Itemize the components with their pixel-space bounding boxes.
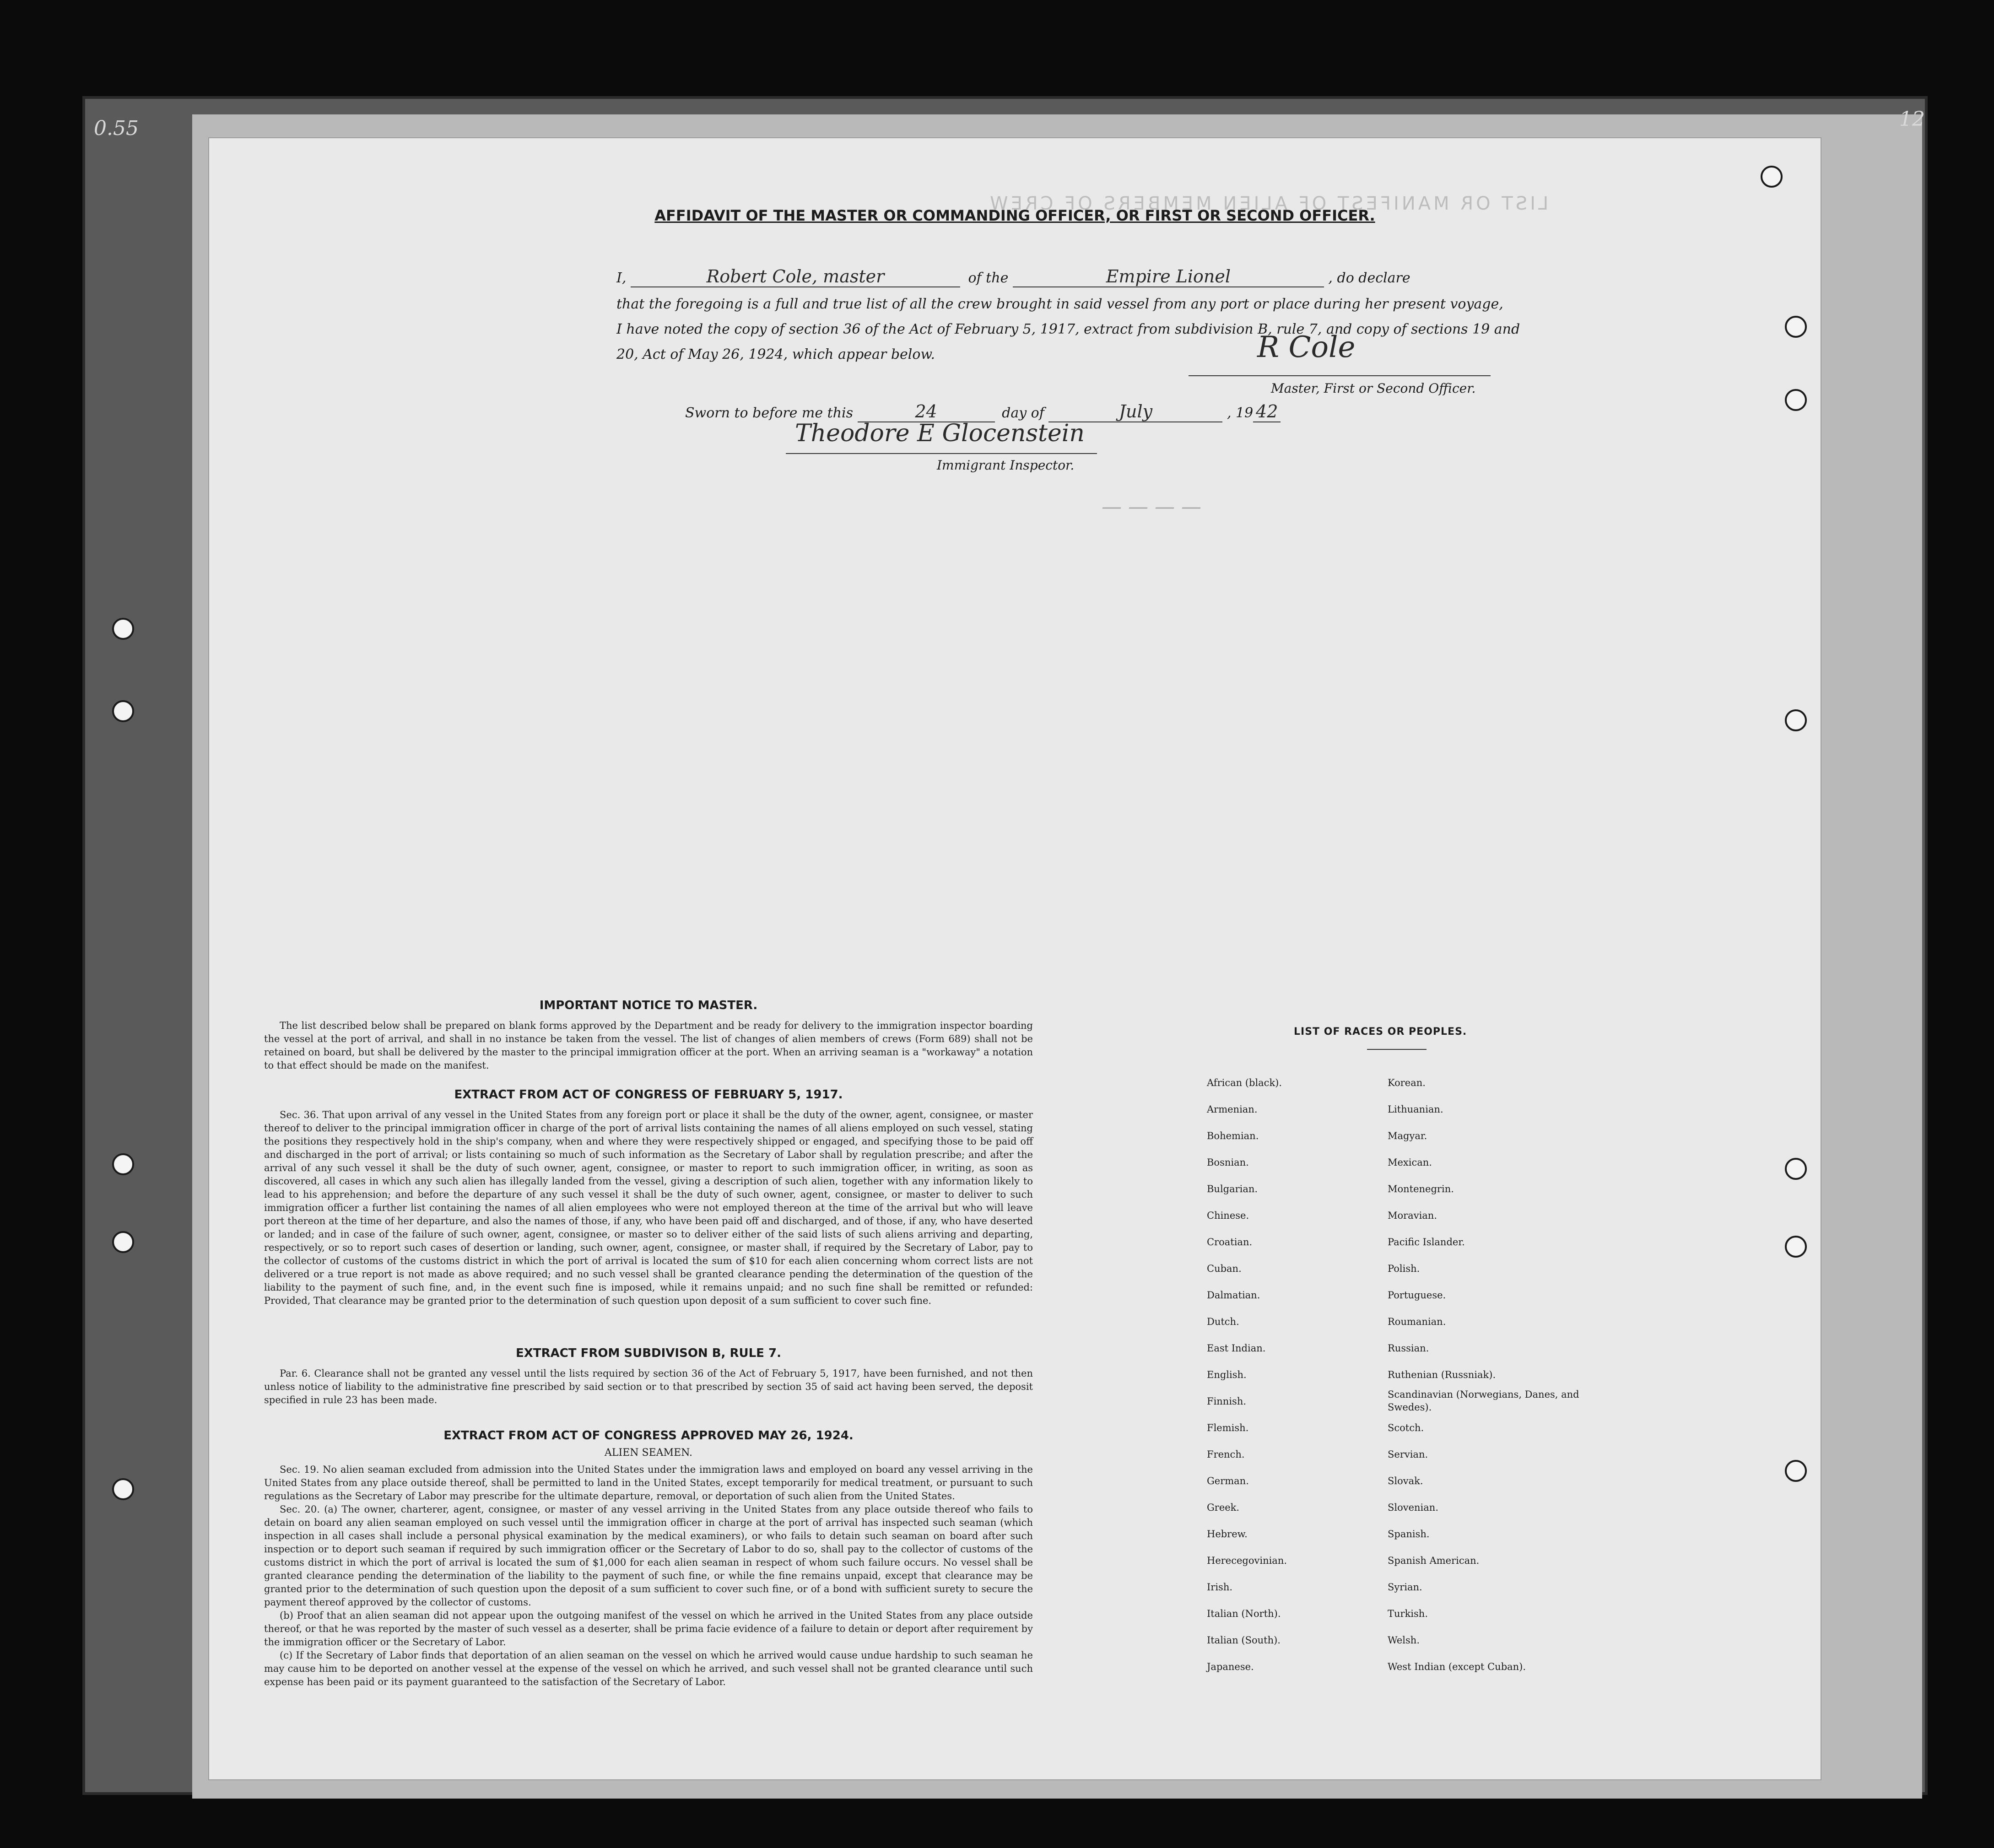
races-column-1 bbox=[1207, 1070, 1287, 1680]
race-item: Flemish. bbox=[1207, 1422, 1249, 1433]
race-item: Dutch. bbox=[1207, 1316, 1239, 1327]
race-item: Spanish American. bbox=[1388, 1555, 1480, 1566]
act-1924-title: EXTRACT FROM ACT OF CONGRESS APPROVED MAY 26, 1924. bbox=[443, 1429, 854, 1443]
race-item: Lithuanian. bbox=[1388, 1104, 1443, 1115]
races-title: LIST OF RACES OR PEOPLES. bbox=[1294, 1026, 1467, 1037]
race-item: Mexican. bbox=[1388, 1157, 1432, 1168]
vessel-name: Empire Lionel bbox=[1013, 266, 1324, 287]
inspector-caption: Immigrant Inspector. bbox=[937, 458, 1075, 473]
master-signature-rule bbox=[1189, 375, 1491, 376]
race-item: Armenian. bbox=[1207, 1104, 1258, 1115]
race-item: Italian (South). bbox=[1207, 1635, 1281, 1646]
margin-note-top-right: 12 bbox=[1899, 108, 1925, 131]
race-item: Bohemian. bbox=[1207, 1130, 1259, 1141]
race-item: Slovenian. bbox=[1388, 1502, 1438, 1513]
race-item: Bulgarian. bbox=[1207, 1183, 1258, 1194]
race-item: Bosnian. bbox=[1207, 1157, 1249, 1168]
master-signature: R Cole bbox=[1257, 330, 1356, 364]
rule-7-text bbox=[264, 1367, 1033, 1407]
year-prefix: , 19 bbox=[1227, 405, 1254, 421]
affidavit-body-2: I have noted the copy of section 36 of the Act of February 5, 1917, extract from subdivision B, rule 7, and copy of sections 19 and bbox=[616, 321, 1520, 337]
race-item: Portuguese. bbox=[1388, 1290, 1446, 1301]
affidavit-body-1: that the foregoing is a full and true list of all the crew brought in said vessel from any port or place during her present voyage, bbox=[616, 296, 1503, 312]
race-item: Hebrew. bbox=[1207, 1529, 1248, 1540]
sec-20c-paragraph: (c) If the Secretary of Labor finds that deportation of an alien seaman on the vessel on which he arrived would cause undue hardship to such seaman he may cause him to be deported on another vessel at the expense of the vessel on which he arrived, and such vessel shall not be granted clearance until such expense has been paid or its payment guaranteed to the satisfaction of the Secretary of Labor. bbox=[264, 1650, 1033, 1687]
of-the-label: of the bbox=[968, 270, 1009, 286]
sec-20a-paragraph: Sec. 20. (a) The owner, charterer, agent, consignee, or master of any vessel arriving in the United States from any place outside thereof who fails to detain on board any alien seaman employed on such vessel until the immigration officer in charge at the port of arrival has inspected such seaman (which inspection in all cases shall include a personal physical examination by the medical examiners), or who fails to detain such seaman on board after such inspection or to deport such seaman if required by such immigration officer or the Secretary of Labor to do so, shall pay to the collector of customs of the customs district in which the port of arrival is located the sum of $1,000 for each alien seaman in respect of whom such failure occurs. No vessel shall be granted clearance pending the determination of the liability to the payment of such fine, or while the fine remains unpaid, except that clearance may be granted prior to the determination of such question upon the deposit of a sum sufficient to cover such fine, or of a bond with sufficient surety to secure the payment thereof approved by the collector of customs. bbox=[264, 1504, 1033, 1608]
master-caption: Master, First or Second Officer. bbox=[1271, 381, 1476, 396]
race-item: Spanish. bbox=[1388, 1529, 1430, 1540]
race-item: Magyar. bbox=[1388, 1130, 1427, 1141]
race-item: Herecegovinian. bbox=[1207, 1555, 1287, 1566]
races-title-rule bbox=[1367, 1049, 1427, 1050]
act-1924-subtitle: ALIEN SEAMEN. bbox=[605, 1447, 692, 1459]
race-item: Cuban. bbox=[1207, 1263, 1242, 1274]
race-item: Korean. bbox=[1388, 1077, 1426, 1088]
sworn-month: July bbox=[1048, 401, 1222, 422]
race-item: Croatian. bbox=[1207, 1237, 1253, 1248]
race-item: Servian. bbox=[1388, 1449, 1428, 1460]
declarant-name: Robert Cole, master bbox=[631, 266, 960, 287]
binder-hole bbox=[1785, 1236, 1807, 1258]
act-1924-text bbox=[264, 1463, 1033, 1689]
race-item: Japanese. bbox=[1207, 1661, 1254, 1672]
race-item: Dalmatian. bbox=[1207, 1290, 1260, 1301]
race-item: Greek. bbox=[1207, 1502, 1240, 1513]
affidavit-title: AFFIDAVIT OF THE MASTER OR COMMANDING OFFICER, OR FIRST OR SECOND OFFICER. bbox=[654, 207, 1375, 224]
race-item: English. bbox=[1207, 1369, 1247, 1380]
race-item: Chinese. bbox=[1207, 1210, 1249, 1221]
race-item: French. bbox=[1207, 1449, 1245, 1460]
binder-hole bbox=[112, 1478, 134, 1500]
binder-hole bbox=[1785, 316, 1807, 338]
punch-hole bbox=[1761, 166, 1783, 188]
race-item: Welsh. bbox=[1388, 1635, 1420, 1646]
sworn-year: 42 bbox=[1253, 401, 1281, 422]
binder-hole bbox=[112, 618, 134, 640]
sworn-day: 24 bbox=[858, 401, 995, 422]
race-item: Russian. bbox=[1388, 1343, 1429, 1354]
act-1917-title: EXTRACT FROM ACT OF CONGRESS OF FEBRUARY 5, 1917. bbox=[454, 1088, 843, 1102]
notice-text bbox=[264, 1019, 1033, 1072]
race-item: Slovak. bbox=[1388, 1475, 1423, 1486]
binder-hole bbox=[112, 700, 134, 722]
inspector-signature: Theodore E Glocenstein bbox=[795, 420, 1085, 447]
race-item: Scotch. bbox=[1388, 1422, 1424, 1433]
rule-7-title: EXTRACT FROM SUBDIVISON B, RULE 7. bbox=[516, 1346, 781, 1360]
manifest-page bbox=[208, 137, 1821, 1780]
binder-hole bbox=[1785, 1460, 1807, 1482]
race-item: Ruthenian (Russniak). bbox=[1388, 1369, 1496, 1380]
binder-hole bbox=[1785, 1158, 1807, 1180]
bleed-handwriting: — — — — bbox=[1102, 495, 1201, 519]
race-item: Syrian. bbox=[1388, 1582, 1422, 1593]
binder-hole bbox=[112, 1231, 134, 1253]
act-1917-paragraph: Sec. 36. That upon arrival of any vessel in the United States from any foreign port or place it shall be the duty of the owner, agent, consignee, or master thereof to deliver to the principal immigration officer in charge of the port of arrival lists containing the names of all aliens employed on such vessel, stating the positions they respectively hold in the ship's company, when and where they were respectively shipped or engaged, and specifying those to be paid off and discharged in the port of arrival; or lists containing so much of such information as the Secretary of Labor shall by regulation prescribe; and after the arrival of any such vessel it shall be the duty of such owner, agent, consignee, or master to report to such immigration officer, in writing, as soon as discovered, all cases in which any such alien has illegally landed from the vessel, giving a description of such alien, together with any information likely to lead to his apprehension; and before the departure of any such vessel it shall be the duty of such owner, agent, consignee, or master to deliver to such immigration officer a further list containing the names of all alien employees who were not employed thereon at the time of the arrival but who will leave port thereon at the time of her departure, and also the names of those, if any, who have been paid off and discharged, and of those, if any, who have deserted or landed; and in case of the failure of such owner, agent, consignee, or master so to deliver either of the said lists of such aliens arriving and departing, respectively, or so to report such cases of desertion or landing, such owner, agent, consignee, or master shall, if required by the Secretary of Labor, pay to the collector of customs of the customs district in which the port of arrival is located the sum of $10 for each alien concerning whom correct lists are not delivered or a true report is not made as above required; and no such vessel shall be granted clearance pending the determination of the question of the liability to the payment of such fine, and, in the event such fine is imposed, while it remains unpaid; and no such fine shall be remitted or refunded: Provided, That clearance may be granted prior to the determination of such question upon deposit of a sum sufficient to cover such fine. bbox=[264, 1109, 1033, 1306]
sec-19-paragraph: Sec. 19. No alien seaman excluded from admission into the United States under the immigration laws and employed on board any vessel arriving in the United States from any place outside thereof, shall be permitted to land in the United States, except temporarily for medical treatment, or pursuant to such regulations as the Secretary of Labor may prescribe for the ultimate departure, removal, or deportation of such alien from the United States. bbox=[264, 1464, 1033, 1502]
declare-label: , do declare bbox=[1328, 270, 1410, 286]
sec-20b-paragraph: (b) Proof that an alien seaman did not appear upon the outgoing manifest of the vessel on which he arrived in the United States from any place outside thereof, or that he was reported by the master of such vessel as a deserter, shall be prima facie evidence of a failure to detain or deport after requirement by the immigration officer or the Secretary of Labor. bbox=[264, 1610, 1033, 1648]
notice-paragraph: The list described below shall be prepared on blank forms approved by the Department and be ready for delivery to the immigration inspector boarding the vessel at the port of arrival, and shall in no instance be taken from the vessel. The list of changes of alien members of crews (Form 689) shall not be retained on board, but shall be delivered by the master to the principal immigration officer at the port. When an arriving seaman is a "workaway" a notation to that effect should be made on the manifest. bbox=[264, 1020, 1033, 1071]
binder-hole bbox=[112, 1153, 134, 1175]
race-item: Roumanian. bbox=[1388, 1316, 1446, 1327]
bleed-through-header: LIST OR MANIFEST OF ALIEN MEMBERS OF CREW bbox=[987, 193, 1549, 214]
races-column-2 bbox=[1388, 1070, 1580, 1680]
race-item: African (black). bbox=[1207, 1077, 1282, 1088]
race-item: Turkish. bbox=[1388, 1608, 1428, 1619]
notice-title: IMPORTANT NOTICE TO MASTER. bbox=[539, 999, 758, 1012]
affidavit-body-3: 20, Act of May 26, 1924, which appear below. bbox=[616, 346, 935, 362]
act-1917-text bbox=[264, 1108, 1033, 1308]
race-item: Montenegrin. bbox=[1388, 1183, 1454, 1194]
race-item: Pacific Islander. bbox=[1388, 1237, 1465, 1248]
binder-hole bbox=[1785, 389, 1807, 411]
race-item: German. bbox=[1207, 1475, 1249, 1486]
binder-hole bbox=[1785, 709, 1807, 731]
race-item: East Indian. bbox=[1207, 1343, 1266, 1354]
race-item: West Indian (except Cuban). bbox=[1388, 1661, 1526, 1672]
race-item: Moravian. bbox=[1388, 1210, 1437, 1221]
race-item: Polish. bbox=[1388, 1263, 1420, 1274]
sworn-label: Sworn to before me this bbox=[685, 405, 854, 421]
rule-7-paragraph: Par. 6. Clearance shall not be granted any vessel until the lists required by section 36 of the Act of February 5, 1917, have been furnished, and not then unless notice of liability to the administrative fine prescribed by said section or to that prescribed by section 35 of said act having been served, the deposit specified in rule 23 has been made. bbox=[264, 1368, 1033, 1405]
day-of-label: day of bbox=[1002, 405, 1044, 421]
declaration-line bbox=[616, 266, 1410, 287]
race-item: Italian (North). bbox=[1207, 1608, 1281, 1619]
race-item: Irish. bbox=[1207, 1582, 1233, 1593]
i-label: I, bbox=[616, 270, 627, 286]
race-item: Finnish. bbox=[1207, 1396, 1247, 1407]
inspector-signature-rule bbox=[786, 453, 1097, 454]
margin-note-top-left: 0.55 bbox=[94, 117, 139, 140]
race-item: Scandinavian (Norwegians, Danes, and Swedes). bbox=[1388, 1389, 1579, 1413]
